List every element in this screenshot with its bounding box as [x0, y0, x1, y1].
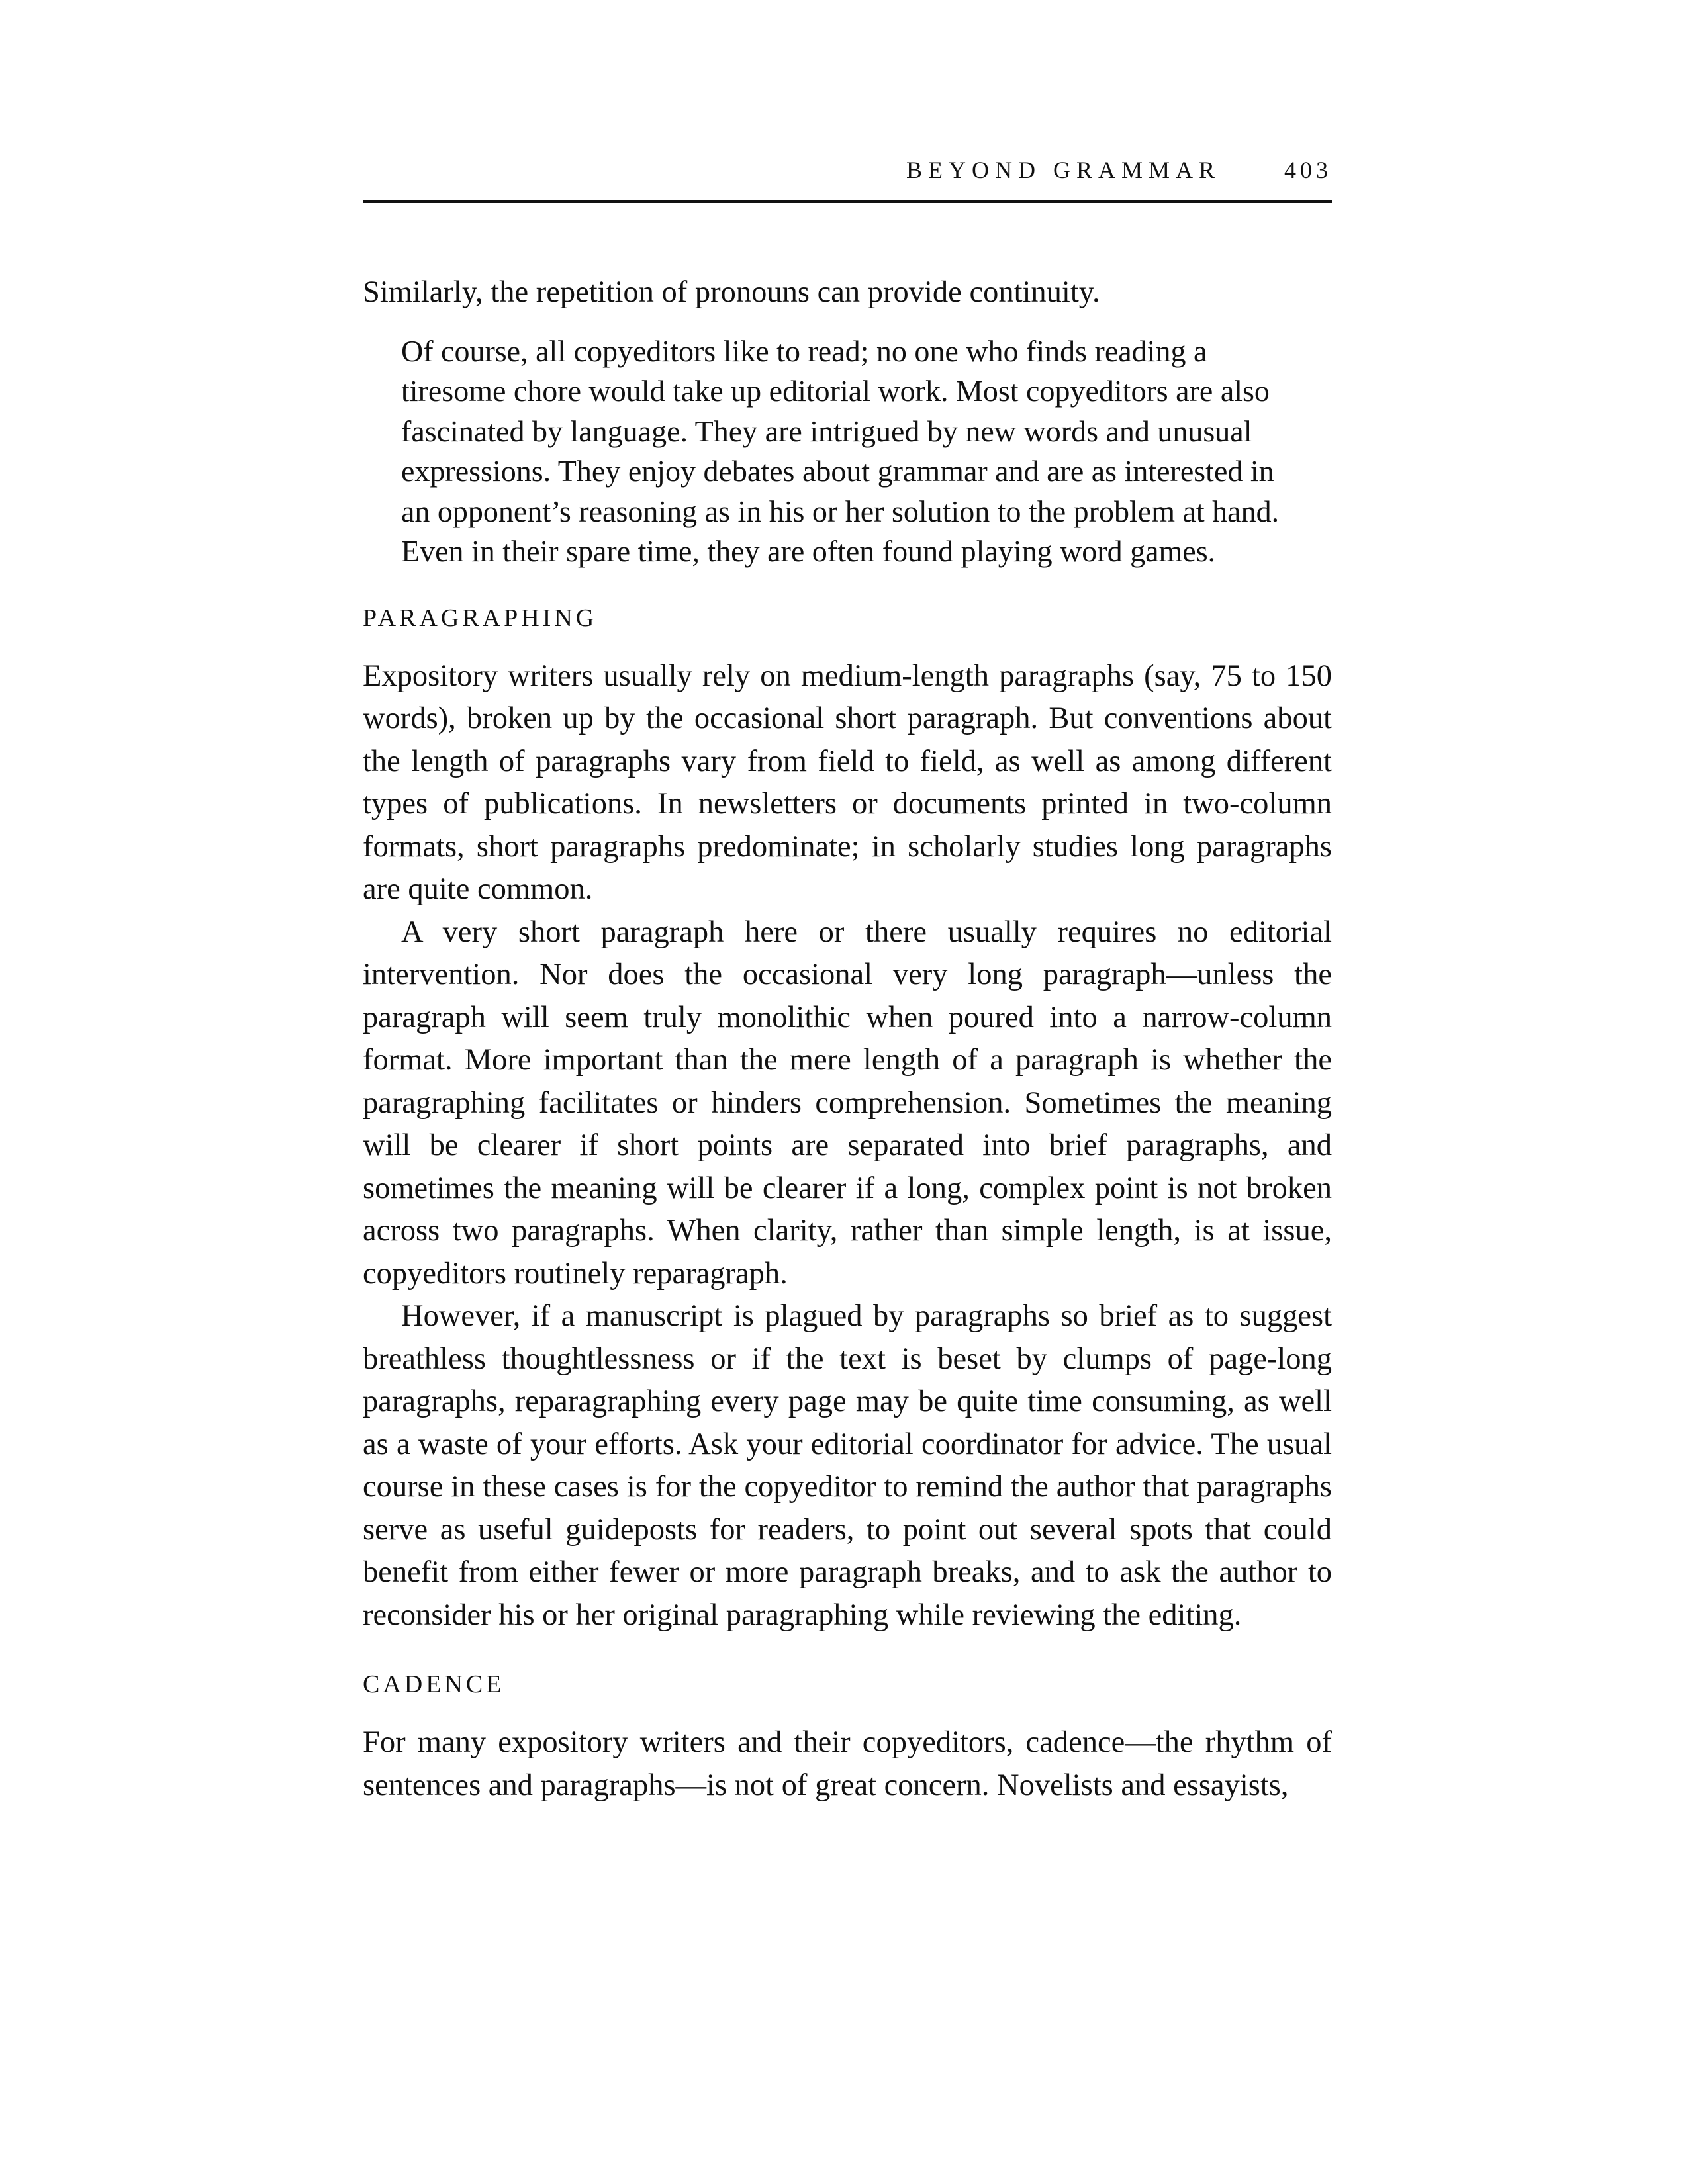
running-head-title: BEYOND GRAMMAR	[906, 157, 1221, 183]
header-rule	[363, 200, 1332, 203]
section-heading-cadence: CADENCE	[363, 1670, 505, 1698]
block-quote-example: Of course, all copyeditors like to read; no one who finds reading a tiresome chore would take up editorial work. Most copyeditors are also fascinated by language. They are intrigued by new words and unusual expressions. They enjoy debates about grammar and are as interested in an opponent’s reasoning as in his or her solution to the problem at hand. Even in their spare time, they are often found playing word games.	[401, 334, 1280, 568]
paragraph: However, if a manuscript is plagued by paragraphs so brief as to suggest breathless thoughtlessness or if the text is beset by clumps of page-long paragraphs, reparagraphing every page may be quite time consuming, as well as a waste of your efforts. Ask your editorial coordinator for advice. The usual course in these cases is for the copyeditor to remind the author that paragraphs serve as useful guideposts for readers, to point out several spots that could benefit from either fewer or more paragraph breaks, and to ask the author to reconsider his or her original paragraphing while reviewing the editing.	[363, 1299, 1332, 1632]
section-heading-paragraphing: PARAGRAPHING	[363, 604, 598, 632]
intro-sentence: Similarly, the repetition of pronouns can provide continuity.	[363, 275, 1100, 309]
page-number: 403	[1284, 157, 1332, 183]
paragraph: Expository writers usually rely on medium-length paragraphs (say, 75 to 150 words), broken up by the occasional short paragraph. But conventions about the length of paragraphs vary from field to field, as well as among different types of publications. In newsletters or documents printed in two-column formats, short paragraphs predominate; in scholarly studies long paragraphs are quite common.	[363, 659, 1332, 906]
paragraph: A very short paragraph here or there usually requires no editorial intervention. Nor does the occasional very long paragraph—unless the paragraph will seem truly monolithic when poured into a narrow-column format. More important than the mere length of a paragraph is whether the paragraphing facilitates or hinders comprehension. Sometimes the meaning will be clearer if short points are separated into brief paragraphs, and sometimes the meaning will be clearer if a long, complex point is not broken across two paragraphs. When clarity, rather than simple length, is at issue, copyeditors routinely reparagraph.	[363, 915, 1332, 1291]
body-text	[363, 271, 1332, 1807]
paragraph: For many expository writers and their copyeditors, cadence—the rhythm of sentences and paragraphs—is not of great concern. Novelists and essayists,	[363, 1725, 1332, 1802]
running-head	[363, 156, 1332, 196]
